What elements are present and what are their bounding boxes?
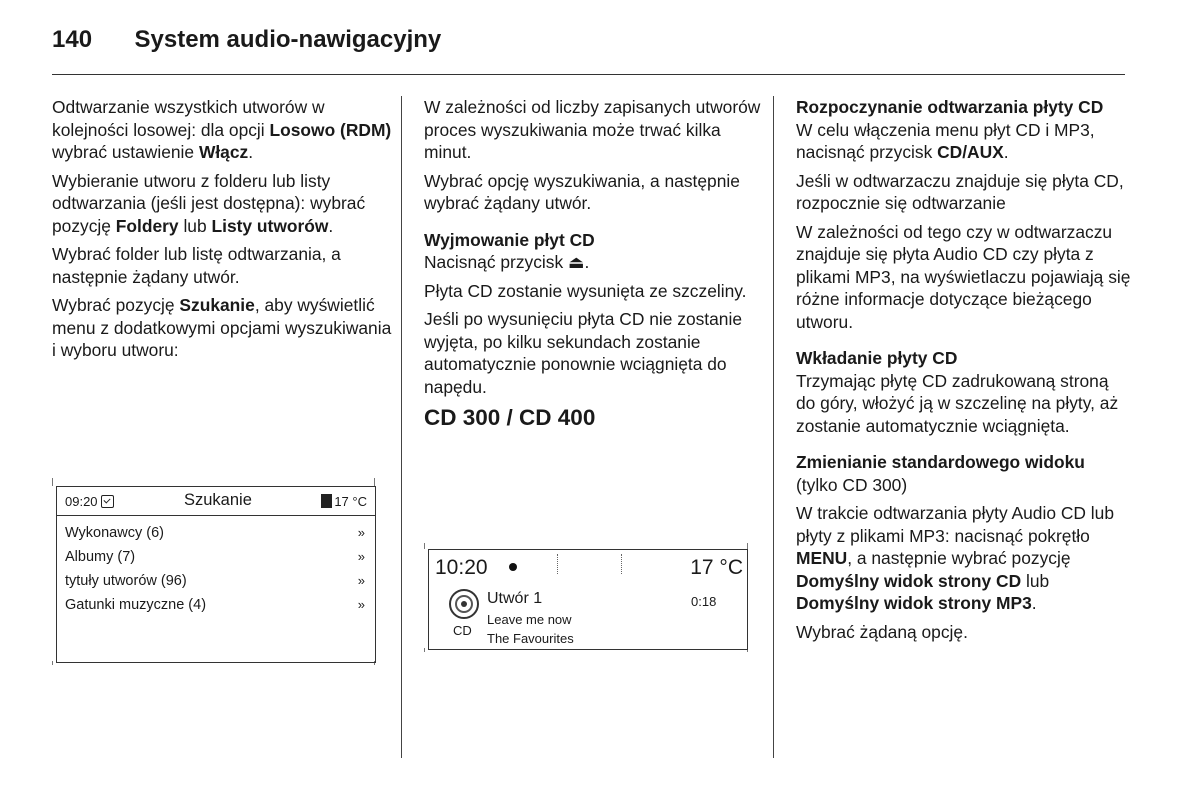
temp-text: 17 °C	[334, 494, 367, 509]
track-info-line: Leave me now	[487, 612, 572, 627]
paragraph-playback-start: Jeśli w odtwarzaczu znajduje się płyta CD, rozpocznie się odtwarzanie	[796, 170, 1124, 213]
list-item[interactable]	[65, 573, 371, 597]
list-item[interactable]	[65, 597, 371, 621]
search-options-list	[65, 525, 371, 621]
list-item-label: Gatunki muzyczne (4)	[65, 597, 207, 613]
text: lub	[1021, 570, 1050, 591]
list-item[interactable]	[65, 549, 371, 573]
screen-frame	[56, 486, 376, 663]
section-insert-cd	[796, 347, 1132, 437]
page-number: 140	[52, 26, 93, 53]
section-eject	[424, 229, 764, 274]
list-item-label: Albumy (7)	[65, 549, 136, 565]
bold-text: CD/AUX	[937, 142, 1004, 162]
list-item-label: tytuły utworów (96)	[65, 573, 187, 589]
column-3	[796, 96, 1132, 649]
track-title: Utwór 1	[487, 590, 543, 607]
paragraph-select-folder: Wybrać folder lub listę odtwarzania, a następnie żądany utwór.	[52, 244, 341, 287]
paragraph-select-option: Wybrać żądaną opcję.	[796, 621, 968, 642]
chevron-right-icon: »	[357, 573, 365, 588]
text: .	[248, 142, 254, 162]
section-heading: CD 300 / CD 400	[424, 405, 596, 430]
subheading: Rozpoczynanie odtwarzania płyty CD	[796, 97, 1104, 117]
text: Wybrać pozycję	[52, 295, 180, 315]
spacer	[424, 221, 764, 229]
bold-text: Listy utworów	[211, 215, 329, 236]
paragraph-search	[52, 294, 392, 362]
page-title: System audio-nawigacyjny	[134, 26, 442, 53]
clock-time: 10:20	[435, 556, 488, 579]
text: W trakcie odtwarzania płyty Audio CD lub płyty z plikami MP3: nacisnąć pokrętło	[796, 503, 1114, 546]
paragraph-default-view	[796, 502, 1132, 615]
paragraph-folder	[52, 170, 392, 238]
temperature	[321, 494, 367, 509]
text: .	[584, 252, 590, 272]
check-icon	[101, 495, 114, 508]
status-bar	[57, 487, 375, 516]
frame-tick	[424, 648, 425, 652]
bold-text: MENU	[796, 548, 848, 568]
bold-text: Szukanie	[179, 295, 255, 315]
subheading: Wkładanie płyty CD	[796, 348, 958, 368]
section-default-view	[796, 451, 1132, 496]
chevron-right-icon: »	[357, 549, 365, 564]
cd-disc-icon	[449, 589, 479, 619]
text: lub	[178, 215, 212, 236]
clock-time	[65, 494, 114, 509]
cd-playback-screen	[424, 543, 751, 653]
screen-title: Szukanie	[184, 491, 252, 509]
column-2	[424, 96, 764, 438]
list-item-label: Wykonawcy (6)	[65, 525, 164, 541]
column-1	[52, 96, 392, 368]
chevron-right-icon: »	[357, 525, 365, 540]
status-separator	[621, 554, 622, 574]
text: Nacisnąć przycisk	[424, 252, 568, 272]
frame-tick	[374, 478, 375, 486]
time-text: 09:20	[65, 494, 98, 509]
list-item[interactable]	[65, 525, 371, 549]
bold-text: Domyślny widok strony CD	[796, 570, 1022, 591]
text: Odtwarzanie wszystkich utworów w kolejności losowej: dla opcji	[52, 97, 325, 140]
frame-tick	[52, 661, 53, 665]
header-rule	[52, 74, 1125, 75]
bold-text: Domyślny widok strony MP3	[796, 593, 1032, 613]
temperature: 17 °C	[690, 556, 743, 579]
frame-tick	[52, 478, 53, 486]
text: wybrać ustawienie	[52, 142, 195, 162]
track-time: 0:18	[691, 594, 717, 609]
chevron-right-icon: »	[357, 597, 365, 612]
column-divider-1	[401, 96, 402, 758]
paragraph-retract: Jeśli po wysunięciu płyta CD nie zostanie wyjęta, po kilku sekundach zostanie automatycznie ponownie wciągnięta do napędu.	[424, 309, 743, 397]
text: .	[1031, 593, 1037, 613]
text: Wybieranie utworu z folderu lub listy odtwarzania (jeśli jest dostępna): wybrać pozycję	[52, 170, 366, 236]
search-menu-screen	[52, 478, 378, 664]
status-separator	[557, 554, 558, 574]
bold-text: Foldery	[115, 215, 179, 236]
text: , aby wyświetlić menu z dodatkowymi opcjami wyszukiwania i wyboru utworu:	[52, 295, 392, 360]
paragraph-search-time: W zależności od liczby zapisanych utworów proces wyszukiwania może trwać kilka minut.	[424, 97, 761, 162]
page-header	[52, 26, 441, 62]
eject-icon: ⏏	[568, 252, 585, 272]
subheading: Wyjmowanie płyt CD	[424, 229, 595, 250]
text: Trzymając płytę CD zadrukowaną stroną do góry, włożyć ją w szczelinę na płyty, aż zostanie automatycznie wciągnięta.	[796, 370, 1119, 436]
text: , a następnie wybrać pozycję	[847, 548, 1071, 568]
bold-text: Włącz	[198, 142, 249, 162]
status-dot-icon	[509, 563, 517, 571]
column-divider-2	[773, 96, 774, 758]
source-label: CD	[453, 623, 472, 638]
paragraph-random	[52, 96, 392, 164]
text: W celu włączenia menu płyt CD i MP3, nacisnąć przycisk	[796, 119, 1095, 162]
screen-frame	[428, 549, 748, 650]
bold-text: Losowo (RDM)	[269, 119, 392, 140]
track-info-line: The Favourites	[487, 631, 574, 646]
section-start-playback	[796, 96, 1132, 164]
text: .	[1003, 142, 1009, 162]
frame-tick	[424, 543, 425, 549]
paragraph-ejected: Płyta CD zostanie wysunięta ze szczeliny.	[424, 280, 747, 301]
text: .	[328, 215, 334, 236]
text: (tylko CD 300)	[796, 474, 908, 495]
paragraph-display-info: W zależności od tego czy w odtwarzaczu znajduje się płyta Audio CD czy płyta z plikami MP3, na wyświetlaczu pojawiają się różne informacje dotyczące bieżącego utworu.	[796, 221, 1131, 332]
spacer	[796, 339, 1132, 347]
thermometer-icon	[321, 494, 332, 508]
spacer	[796, 443, 1132, 451]
paragraph-search-option: Wybrać opcję wyszukiwania, a następnie wybrać żądany utwór.	[424, 170, 740, 213]
subheading: Zmienianie standardowego widoku	[796, 452, 1085, 472]
